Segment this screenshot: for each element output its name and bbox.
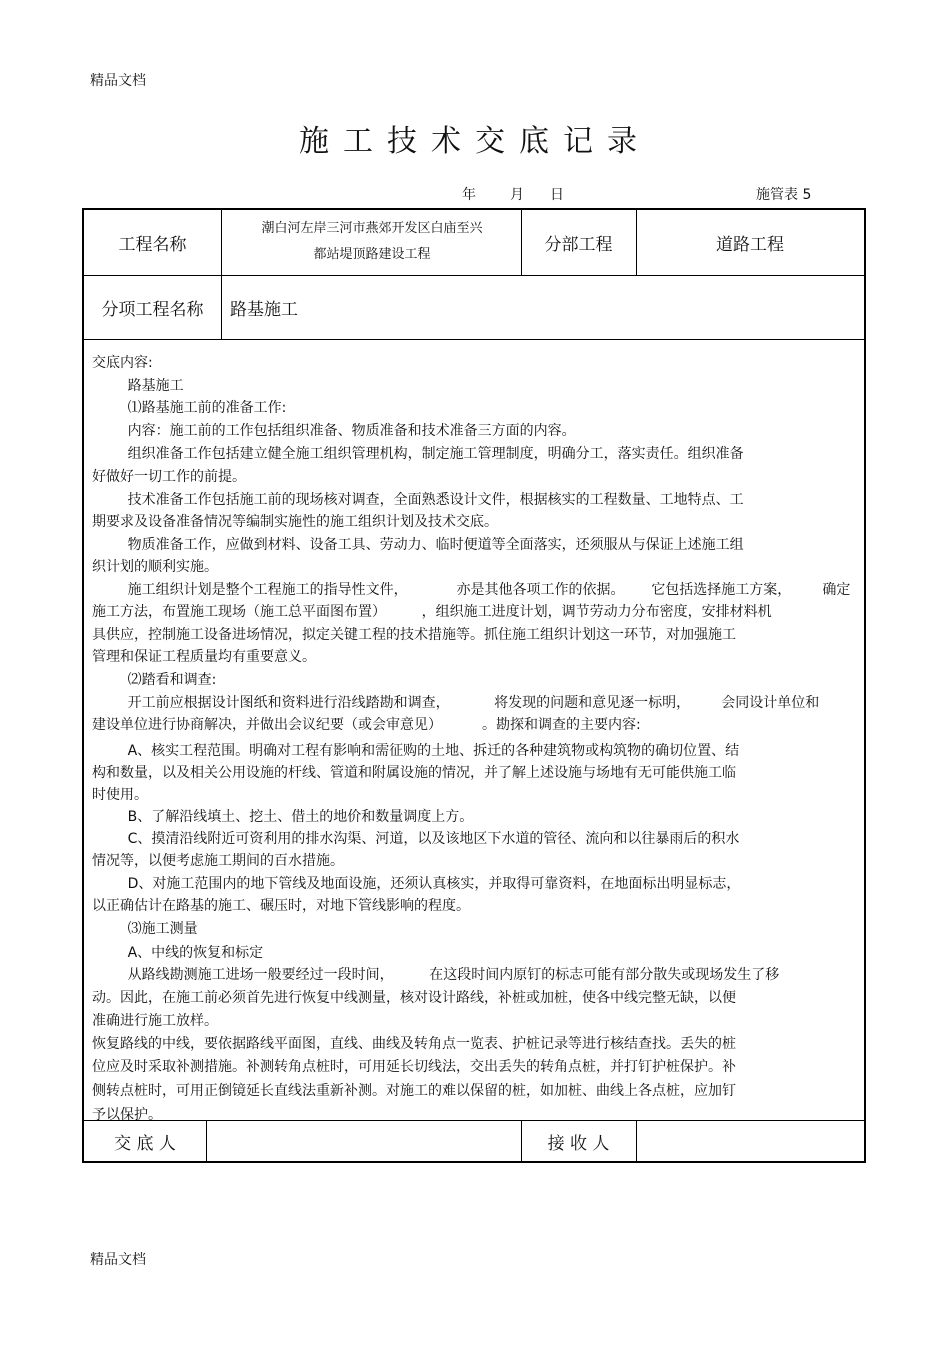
content-line: 管理和保证工程质量均有重要意义。 (92, 649, 316, 665)
project-name-value (222, 216, 522, 268)
content-line: ⑴路基施工前的准备工作: (92, 400, 287, 416)
content-line: 恢复路线的中线，要依据路线平面图，直线、曲线及转角点一览表、护桩记录等进行核结查找。丢失的桩 (92, 1036, 736, 1052)
receiver-label: 接 收 人 (547, 1134, 610, 1154)
row-divider (84, 339, 864, 340)
content-line: A、中线的恢复和标定 (92, 945, 264, 961)
content-line: 准确进行施工放样。 (92, 1013, 218, 1029)
col-divider (206, 1120, 207, 1163)
content-line: 开工前应根据设计图纸和资料进行沿线踏勘和调查， 将发现的问题和意见逐一标明， 会同设计单位和 (92, 695, 820, 711)
content-line: 建设单位进行协商解决，并做出会议纪要（或会审意见） 。勘探和调查的主要内容: (92, 717, 641, 733)
content-line: C、摸清沿线附近可资利用的排水沟渠、河道，以及该地区下水道的管径、流向和以往暴雨后的积水 (92, 831, 740, 847)
content-line: 内容：施工前的工作包括组织准备、物质准备和技术准备三方面的内容。 (92, 423, 576, 439)
date-year-label: 年 (462, 187, 476, 203)
footer-watermark-text: 精品文档 (90, 1252, 146, 1268)
page-title: 施工技术交底记录 (299, 124, 651, 159)
content-line: ⑶施工测量 (92, 921, 198, 937)
project-name-line-1: 潮白河左岸三河市燕郊开发区白庙至兴 (261, 221, 483, 236)
content-line: 侧转点桩时，可用正倒镜延长直线法重新补测。对施工的难以保留的桩，如加桩、曲线上各点桩，应加钉 (92, 1083, 736, 1099)
content-line: 期要求及设备准备情况等编制实施性的施工组织计划及技术交底。 (92, 514, 498, 530)
content-line: 具供应，控制施工设备进场情况，拟定关键工程的技术措施等。抓住施工组织计划这一环节，对加强施工 (92, 627, 736, 643)
content-line: 施工方法，布置施工现场（施工总平面图布置） ，组织施工进度计划，调节劳动力分布密度，安排材料机 (92, 604, 772, 620)
content-line: ⑵踏看和调查: (92, 672, 217, 688)
content-line: 时使用。 (92, 787, 148, 803)
content-line: 组织准备工作包括建立健全施工组织管理机构，制定施工管理制度，明确分工，落实责任。组织准备 (92, 446, 744, 462)
content-line: 交底内容: (92, 355, 153, 371)
date-month-label: 月 (510, 187, 524, 203)
content-line: 施工组织计划是整个工程施工的指导性文件， 亦是其他各项工作的依据。 它包括选择施工方案， 确定 (92, 582, 851, 598)
project-name-label: 工程名称 (118, 235, 187, 255)
form-number: 施管表 5 (756, 187, 812, 203)
date-line (462, 184, 564, 204)
content-line: 技术准备工作包括施工前的现场核对调查，全面熟悉设计文件，根据核实的工程数量、工地特点、工 (92, 492, 744, 508)
col-divider (636, 1120, 637, 1163)
project-name-line-2: 都站堤顶路建设工程 (313, 247, 431, 262)
subitem-value: 路基施工 (230, 299, 298, 320)
content-line: B、了解沿线填土、挖土、借土的地价和数量调度上方。 (92, 809, 474, 825)
content-line: A、核实工程范围。明确对工程有影响和需征购的土地、拆迁的各种建筑物或构筑物的确切位置、结 (92, 743, 740, 759)
content-line: 从路线勘测施工进场一般要经过一段时间， 在这段时间内原钉的标志可能有部分散失或现场发生了移 (92, 967, 780, 983)
content-line: 以正确估计在路基的施工、碾压时，对地下管线影响的程度。 (92, 898, 470, 914)
content-line: 情况等，以便考虑施工期间的百水措施。 (92, 853, 344, 869)
division-label: 分部工程 (544, 235, 613, 255)
handover-person-label: 交 底 人 (114, 1134, 176, 1154)
header-watermark-text: 精品文档 (90, 73, 146, 89)
content-line: 好做好一切工作的前提。 (92, 469, 246, 485)
col-divider (221, 275, 222, 339)
content-line: D、对施工范围内的地下管线及地面设施，还须认真核实，并取得可靠资料，在地面标出明显标志， (92, 876, 741, 892)
record-table (82, 208, 866, 1163)
subitem-label: 分项工程名称 (101, 299, 204, 320)
content-line: 路基施工 (92, 378, 184, 394)
content-line: 构和数量，以及相关公用设施的杆线、管道和附属设施的情况，并了解上述设施与场地有无可能供施工临 (92, 765, 736, 781)
date-day-label: 日 (550, 187, 564, 203)
division-value: 道路工程 (716, 235, 784, 255)
content-line: 动。因此，在施工前必须首先进行恢复中线测量，核对设计路线，补桩或加桩，使各中线完整无缺，以便 (92, 990, 736, 1006)
content-line: 位应及时采取补测措施。补测转角点桩时，可用延长切线法，交出丢失的转角点桩，并打钉护桩保护。补 (92, 1059, 736, 1075)
receiver-value[interactable] (644, 1120, 859, 1163)
handover-person-value[interactable] (214, 1120, 514, 1163)
content-line: 物质准备工作，应做到材料、设备工具、劳动力、临时便道等全面落实，还须服从与保证上述施工组 (92, 537, 744, 553)
content-line: 予以保护。 (92, 1107, 162, 1123)
content-line: 织计划的顺利实施。 (92, 559, 218, 575)
